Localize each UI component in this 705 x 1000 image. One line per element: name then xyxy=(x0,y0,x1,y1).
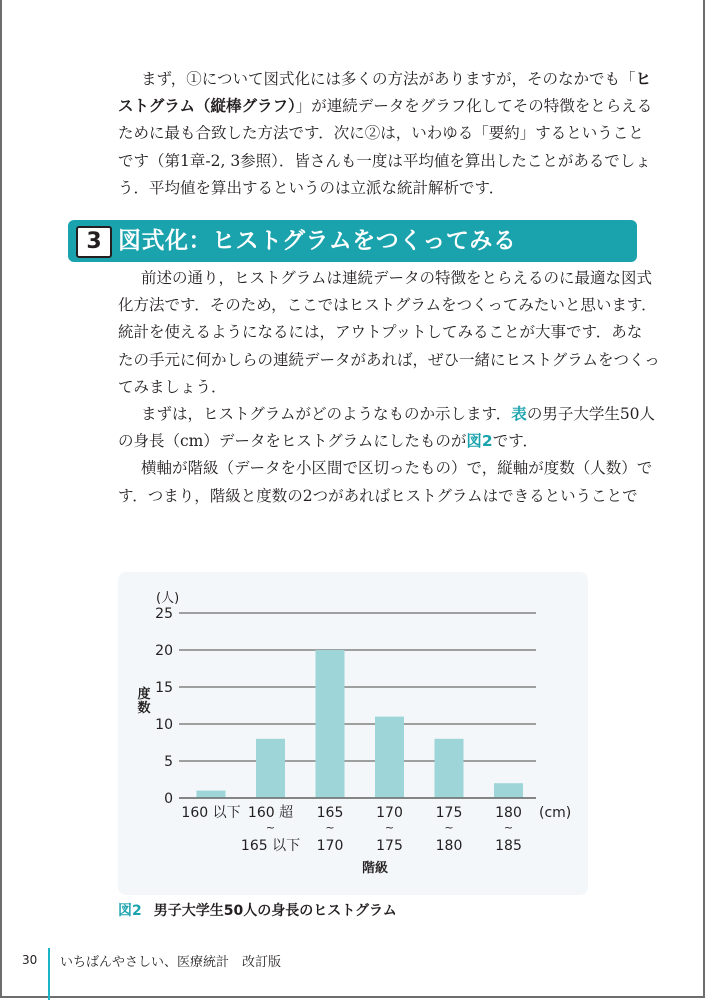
figure-label: 図2 xyxy=(118,903,142,919)
text-line: たの手元に何かしらの連続データがあれば，ぜひ一緒にヒストグラムをつくっ xyxy=(118,350,660,369)
text-line: 横軸が階級（データを小区間で区切ったもの）で，縦軸が度数（人数）で xyxy=(141,459,653,478)
text-line: です（第1章-2, 3参照）．皆さんも一度は平均値を算出したことがあるでしょ xyxy=(118,151,651,170)
table-reference-link[interactable]: 表 xyxy=(511,404,527,423)
y-tick-label: 25 xyxy=(155,606,173,622)
x-tick-label: ~ xyxy=(384,821,395,834)
histogram-bar xyxy=(494,783,523,798)
footer-divider xyxy=(48,948,50,1000)
text-line xyxy=(118,93,653,120)
text-line xyxy=(118,66,651,93)
text: の身長（cm）データをヒストグラムにしたものが xyxy=(118,432,467,451)
text-line: う．平均値を算出するというのは立派な統計解析です． xyxy=(118,178,505,197)
x-tick-label: 180 xyxy=(435,838,463,854)
x-tick-label: 170 xyxy=(376,805,403,821)
figure-caption xyxy=(118,900,397,920)
book-title: いちばんやさしい、医療統計 改訂版 xyxy=(60,955,282,970)
histogram-bar xyxy=(375,717,404,798)
section-title: 図式化：ヒストグラムをつくってみる xyxy=(118,228,517,254)
text: まず，①について図式化には多くの方法がありますが，そのなかでも「 xyxy=(141,70,636,88)
bold-term: ヒ xyxy=(635,70,651,88)
x-tick-label: 160 以下 xyxy=(181,805,241,821)
x-tick-label: 160 超 xyxy=(247,805,294,821)
text-line: てみましょう． xyxy=(118,377,227,396)
histogram-bar xyxy=(197,791,226,798)
y-axis-title-char: 数 xyxy=(137,701,151,716)
x-tick-label: ~ xyxy=(444,821,454,834)
x-tick-label: 185 xyxy=(495,838,522,854)
text: の男子大学生50人 xyxy=(526,404,656,423)
text-line xyxy=(118,428,637,455)
text-line: 化方法です．そのため，ここではヒストグラムをつくってみたいと思います． xyxy=(118,296,657,315)
x-tick-label: 165 以下 xyxy=(240,838,301,854)
x-tick-label: ~ xyxy=(325,821,335,834)
text: まずは，ヒストグラムがどのようなものか示します． xyxy=(141,404,512,423)
x-tick-label: 170 xyxy=(316,838,344,854)
x-unit-label: (cm) xyxy=(539,805,572,821)
histogram-bar xyxy=(435,739,464,798)
intro-paragraph xyxy=(118,66,653,202)
page-number: 30 xyxy=(22,953,38,967)
histogram-chart xyxy=(118,572,588,895)
text-line: 前述の通り，ヒストグラムは連続データの特徴をとらえるのに最適な図式 xyxy=(141,269,653,287)
text-line xyxy=(118,401,656,428)
text-line: 統計を使えるようになるには，アウトプットしてみることが大事です．あな xyxy=(118,323,643,342)
histogram-bar xyxy=(316,650,345,798)
x-tick-label: 175 xyxy=(376,838,403,854)
chart-panel xyxy=(118,572,588,895)
section-heading xyxy=(68,220,637,262)
bold-term: ストグラム（縦棒グラフ） xyxy=(118,97,296,116)
x-tick-label: 165 xyxy=(316,805,344,821)
x-axis-title: 階級 xyxy=(361,861,389,876)
section-number: 3 xyxy=(76,226,112,258)
x-tick-label: 180 xyxy=(495,805,522,821)
x-tick-label: 175 xyxy=(435,805,463,821)
y-axis-title-char: 度 xyxy=(137,687,151,702)
text: 」が連続データをグラフ化してその特徴をとらえる xyxy=(295,97,653,116)
y-tick-label: 20 xyxy=(155,643,173,659)
y-tick-label: 5 xyxy=(164,754,173,770)
figure-reference-link[interactable]: 図2 xyxy=(466,432,493,451)
body-paragraph xyxy=(118,265,660,510)
text: です． xyxy=(492,432,538,451)
y-tick-label: 0 xyxy=(164,791,173,807)
text-line: す．つまり，階級と度数の2つがあればヒストグラムはできるということで xyxy=(118,486,638,505)
y-tick-label: 10 xyxy=(155,717,173,733)
x-tick-label: ~ xyxy=(503,821,514,834)
histogram-bar xyxy=(256,739,285,798)
x-tick-label: ~ xyxy=(265,821,276,834)
figure-title: 男子大学生50人の身長のヒストグラム xyxy=(153,903,397,919)
y-unit-label: (人) xyxy=(156,591,180,606)
y-tick-label: 15 xyxy=(155,680,173,696)
text-line: ために最も合致した方法です．次に②は，いわゆる「要約」するということ xyxy=(118,124,644,143)
